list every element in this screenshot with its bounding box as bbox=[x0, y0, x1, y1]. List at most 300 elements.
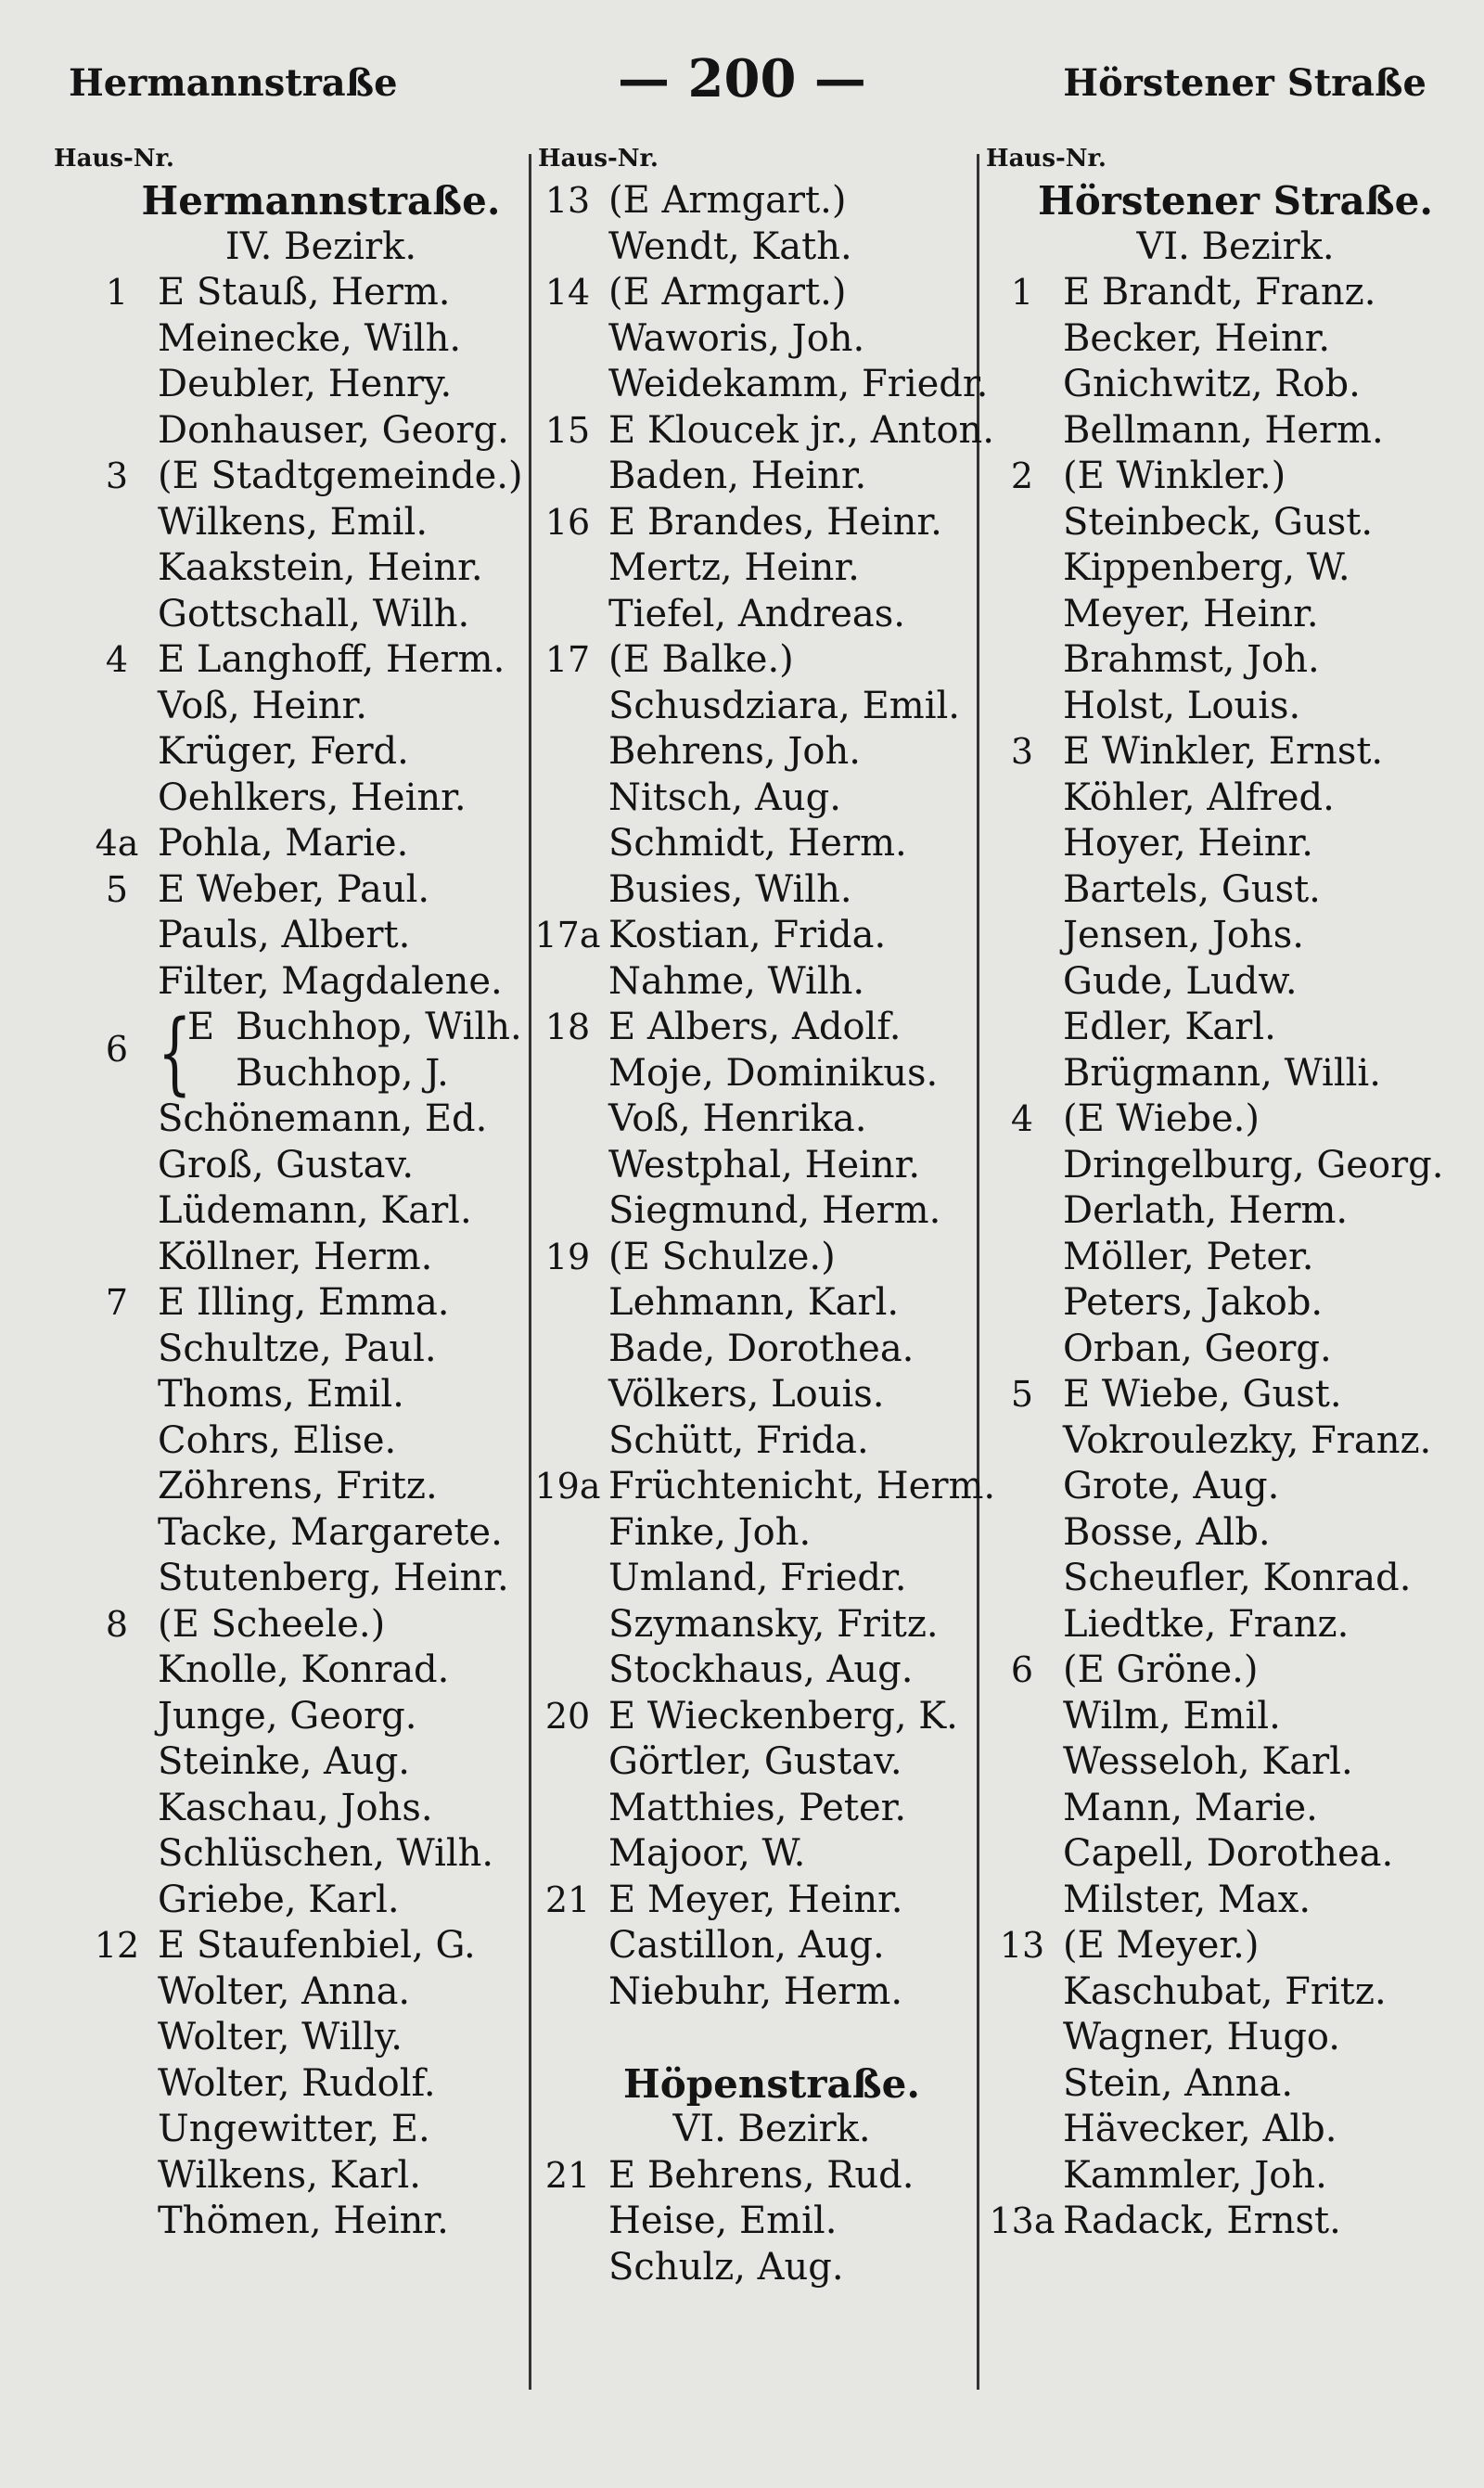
directory-entry bbox=[531, 1464, 996, 1510]
resident-name: (E Armgart.) bbox=[608, 271, 847, 314]
resident-name: Zöhrens, Fritz. bbox=[158, 1465, 438, 1507]
resident-name: Schulz, Aug. bbox=[608, 2245, 844, 2289]
directory-entry bbox=[531, 1418, 976, 1465]
resident-name: Thoms, Emil. bbox=[158, 1373, 404, 1416]
page-number: — 200 — bbox=[618, 48, 866, 109]
directory-entry bbox=[531, 637, 976, 684]
resident-name: Busies, Wilh. bbox=[608, 867, 852, 911]
directory-entry bbox=[531, 959, 976, 1006]
directory-entry bbox=[531, 2153, 976, 2199]
resident-name: Stutenberg, Heinr. bbox=[158, 1557, 509, 1599]
resident-name: Peters, Jakob. bbox=[1063, 1281, 1324, 1324]
column-label-2: Haus-Nr. bbox=[538, 145, 659, 173]
house-number: 5 bbox=[105, 868, 129, 910]
directory-entry bbox=[985, 1878, 1449, 1924]
directory-entry bbox=[531, 178, 976, 224]
resident-name: Kostian, Frida. bbox=[608, 914, 887, 956]
house-number: 14 bbox=[544, 272, 591, 313]
resident-name: Voß, Henrika. bbox=[608, 1097, 867, 1140]
directory-entry bbox=[985, 2199, 1449, 2245]
entry-list bbox=[531, 2153, 976, 2291]
resident-name: (E Winkler.) bbox=[1063, 455, 1286, 497]
entry-list bbox=[531, 178, 996, 2015]
resident-name: Schmidt, Herm. bbox=[608, 822, 907, 865]
resident-name: Wilm, Emil. bbox=[1063, 1694, 1281, 1738]
resident-name: Radack, Ernst. bbox=[1063, 2199, 1341, 2242]
resident-name: E Weber, Paul. bbox=[158, 867, 430, 911]
resident-name: Wagner, Hugo. bbox=[1063, 2016, 1341, 2058]
directory-entry bbox=[985, 637, 1449, 684]
resident-name: E Meyer, Heinr. bbox=[608, 1878, 903, 1921]
resident-name: Liedtke, Franz. bbox=[1063, 1602, 1350, 1646]
directory-entry bbox=[985, 1097, 1449, 1143]
resident-name: E Stauß, Herm. bbox=[158, 271, 451, 314]
house-number: 4 bbox=[1010, 1098, 1034, 1139]
resident-name: Buchhop, Wilh. bbox=[236, 1006, 522, 1048]
house-number: 16 bbox=[544, 501, 591, 543]
resident-name: Becker, Heinr. bbox=[1063, 316, 1331, 360]
directory-entry bbox=[985, 2015, 1449, 2061]
resident-name: Schultze, Paul. bbox=[158, 1327, 437, 1370]
directory-entry bbox=[80, 2015, 525, 2061]
directory-entry bbox=[985, 1556, 1449, 1602]
resident-name: Baden, Heinr. bbox=[608, 455, 867, 497]
directory-entry bbox=[985, 684, 1449, 730]
directory-entry bbox=[985, 1418, 1449, 1465]
resident-name: Hoyer, Heinr. bbox=[1063, 822, 1313, 865]
directory-entry bbox=[531, 362, 989, 408]
resident-name: Buchhop, J. bbox=[236, 1051, 449, 1095]
directory-entry bbox=[80, 729, 525, 776]
directory-entry bbox=[531, 454, 976, 500]
directory-entry bbox=[531, 545, 976, 592]
directory-entry bbox=[80, 1923, 525, 1969]
house-number: 5 bbox=[1010, 1374, 1034, 1415]
directory-entry bbox=[531, 1648, 976, 1694]
directory-entry bbox=[80, 1739, 525, 1786]
house-number: 6 bbox=[105, 1029, 129, 1070]
resident-name: Steinbeck, Gust. bbox=[1063, 500, 1374, 544]
directory-entry bbox=[531, 1097, 976, 1143]
street-heading: Hörstener Straße. bbox=[1038, 178, 1433, 224]
directory-entry bbox=[80, 1188, 525, 1235]
resident-name: Groß, Gustav. bbox=[158, 1143, 415, 1186]
directory-entry bbox=[531, 1602, 976, 1648]
resident-name: Bartels, Gust. bbox=[1063, 867, 1321, 911]
directory-entry bbox=[985, 1694, 1449, 1740]
directory-entry bbox=[531, 913, 976, 959]
directory-entry bbox=[985, 1739, 1449, 1786]
directory-entry bbox=[531, 1739, 976, 1786]
resident-name: E Kloucek jr., Anton. bbox=[608, 408, 995, 452]
resident-name: Meinecke, Wilh. bbox=[158, 316, 462, 360]
resident-name: (E Balke.) bbox=[608, 638, 794, 681]
resident-name: Hävecker, Alb. bbox=[1063, 2108, 1337, 2150]
directory-entry bbox=[985, 1188, 1449, 1235]
resident-name: E Brandes, Heinr. bbox=[608, 500, 942, 544]
resident-name: Schütt, Frida. bbox=[608, 1418, 869, 1462]
directory-entry bbox=[80, 1097, 525, 1143]
directory-entry bbox=[80, 1969, 525, 2016]
resident-name: Knolle, Konrad. bbox=[158, 1648, 450, 1691]
resident-name: E Winkler, Ernst. bbox=[1063, 730, 1384, 773]
directory-entry bbox=[80, 1831, 525, 1878]
resident-name: Wendt, Kath. bbox=[608, 224, 852, 268]
resident-name: Steinke, Aug. bbox=[158, 1740, 411, 1783]
resident-name: Mertz, Heinr. bbox=[608, 546, 860, 589]
directory-entry bbox=[80, 454, 525, 500]
resident-name: Gnichwitz, Rob. bbox=[1063, 363, 1361, 405]
directory-entry bbox=[985, 2153, 1449, 2199]
directory-entry bbox=[80, 362, 525, 408]
running-head-left: Hermannstraße bbox=[69, 61, 398, 105]
resident-name: Bosse, Alb. bbox=[1063, 1510, 1271, 1554]
district-heading: VI. Bezirk. bbox=[1136, 224, 1335, 268]
directory-entry bbox=[80, 1878, 525, 1924]
directory-entry bbox=[531, 1878, 976, 1924]
directory-entry bbox=[531, 1694, 976, 1740]
resident-name: Ungewitter, E. bbox=[158, 2108, 430, 2150]
resident-name: Nahme, Wilh. bbox=[608, 959, 865, 1003]
directory-entry bbox=[985, 1648, 1449, 1694]
resident-name: Brügmann, Willi. bbox=[1063, 1051, 1381, 1095]
resident-name: Gottschall, Wilh. bbox=[158, 592, 470, 635]
house-number: 3 bbox=[105, 455, 129, 496]
directory-entry bbox=[985, 776, 1449, 822]
entry-list bbox=[80, 1097, 525, 2245]
running-head-right: Hörstener Straße bbox=[1063, 61, 1426, 105]
resident-name: Grote, Aug. bbox=[1063, 1465, 1280, 1507]
resident-name: Wolter, Willy. bbox=[158, 2016, 403, 2058]
resident-name: Orban, Georg. bbox=[1063, 1327, 1332, 1370]
directory-entry bbox=[80, 913, 525, 959]
resident-name: Finke, Joh. bbox=[608, 1510, 812, 1554]
resident-name: Pohla, Marie. bbox=[158, 822, 409, 865]
resident-name: Siegmund, Herm. bbox=[608, 1189, 941, 1232]
resident-name: Wilkens, Emil. bbox=[158, 500, 429, 544]
resident-name: Westphal, Heinr. bbox=[608, 1143, 921, 1186]
street-heading: Hermannstraße. bbox=[141, 178, 501, 224]
house-number: 2 bbox=[1010, 455, 1034, 496]
resident-name: Bellmann, Herm. bbox=[1063, 408, 1384, 452]
resident-name: Griebe, Karl. bbox=[158, 1878, 400, 1921]
directory-entry bbox=[80, 1510, 525, 1557]
directory-entry bbox=[531, 1556, 976, 1602]
directory-entry bbox=[985, 1280, 1449, 1327]
resident-name: E Langhoff, Herm. bbox=[158, 638, 505, 681]
resident-name: Wilkens, Karl. bbox=[158, 2153, 421, 2197]
resident-name: Oehlkers, Heinr. bbox=[158, 776, 467, 819]
house-number: 15 bbox=[544, 409, 591, 451]
directory-entry bbox=[80, 408, 525, 455]
directory-entry bbox=[985, 959, 1449, 1006]
directory-entry bbox=[531, 1327, 976, 1373]
resident-name: E Behrens, Rud. bbox=[608, 2153, 915, 2197]
directory-entry bbox=[531, 1005, 976, 1051]
resident-name: Voß, Heinr. bbox=[158, 684, 367, 727]
directory-entry bbox=[531, 1831, 976, 1878]
resident-name: Lüdemann, Karl. bbox=[158, 1189, 472, 1232]
directory-entry bbox=[985, 1969, 1449, 2016]
directory-entry bbox=[985, 821, 1449, 867]
column-3 bbox=[985, 178, 1449, 2245]
house-number: 13 bbox=[999, 1925, 1045, 1966]
directory-entry bbox=[531, 776, 976, 822]
directory-entry bbox=[531, 2199, 976, 2245]
resident-name: E Wiebe, Gust. bbox=[1063, 1373, 1342, 1416]
resident-name: (E Meyer.) bbox=[1063, 1924, 1260, 1967]
house-number: 13 bbox=[544, 180, 591, 221]
directory-entry bbox=[80, 1648, 525, 1694]
directory-entry bbox=[985, 1464, 1449, 1510]
street-heading: Höpenstraße. bbox=[623, 2060, 920, 2107]
directory-entry bbox=[985, 729, 1449, 776]
directory-entry bbox=[80, 637, 525, 684]
directory-entry bbox=[80, 821, 525, 867]
resident-name: Tacke, Margarete. bbox=[158, 1510, 503, 1554]
resident-name: Krüger, Ferd. bbox=[158, 730, 409, 773]
directory-entry bbox=[985, 270, 1449, 316]
directory-entry bbox=[985, 592, 1449, 638]
resident-name: Edler, Karl. bbox=[1063, 1006, 1276, 1048]
resident-name: Früchtenicht, Herm. bbox=[608, 1465, 996, 1507]
resident-name: Mann, Marie. bbox=[1063, 1786, 1318, 1829]
resident-name: Kaakstein, Heinr. bbox=[158, 546, 483, 589]
directory-entry bbox=[531, 684, 976, 730]
house-number: 19 bbox=[544, 1236, 591, 1277]
directory-entry bbox=[531, 270, 976, 316]
resident-name: Behrens, Joh. bbox=[608, 730, 861, 773]
house-number: 7 bbox=[105, 1282, 129, 1323]
resident-name: Bade, Dorothea. bbox=[608, 1327, 915, 1370]
directory-entry bbox=[531, 224, 976, 271]
resident-name: Niebuhr, Herm. bbox=[608, 1969, 903, 2013]
directory-entry bbox=[80, 867, 525, 914]
resident-name: Milster, Max. bbox=[1063, 1878, 1311, 1921]
directory-entry bbox=[531, 1372, 976, 1418]
directory-entry bbox=[985, 1923, 1449, 1969]
directory-entry bbox=[985, 408, 1449, 455]
directory-entry bbox=[985, 1143, 1449, 1189]
directory-entry bbox=[985, 2061, 1449, 2108]
resident-name: Waworis, Joh. bbox=[608, 316, 865, 360]
directory-entry bbox=[985, 362, 1449, 408]
resident-name: Kammler, Joh. bbox=[1063, 2153, 1327, 2197]
owner-mark: E bbox=[187, 1006, 215, 1048]
resident-name: Dringelburg, Georg. bbox=[1063, 1143, 1444, 1186]
house-number: 21 bbox=[544, 2154, 591, 2196]
directory-entry bbox=[985, 1327, 1449, 1373]
directory-entry bbox=[985, 1372, 1449, 1418]
house-number: 18 bbox=[544, 1007, 591, 1047]
resident-name: Stein, Anna. bbox=[1063, 2061, 1294, 2105]
resident-name: E Brandt, Franz. bbox=[1063, 271, 1376, 314]
house-number: 4 bbox=[105, 639, 129, 680]
resident-name: Völkers, Louis. bbox=[608, 1373, 885, 1416]
directory-entry bbox=[80, 1464, 525, 1510]
resident-name: Kippenberg, W. bbox=[1063, 546, 1350, 589]
resident-name: Weidekamm, Friedr. bbox=[608, 363, 989, 405]
directory-entry bbox=[985, 1051, 1449, 1097]
directory-entry bbox=[80, 500, 525, 546]
resident-name: Nitsch, Aug. bbox=[608, 776, 841, 819]
directory-entry bbox=[531, 500, 976, 546]
house-number: 17a bbox=[534, 915, 601, 955]
resident-name: Donhauser, Georg. bbox=[158, 408, 509, 452]
house-number: 20 bbox=[544, 1695, 591, 1737]
directory-entry bbox=[531, 1051, 976, 1097]
resident-name: Filter, Magdalene. bbox=[158, 959, 503, 1003]
resident-name: Heise, Emil. bbox=[608, 2199, 838, 2242]
directory-entry bbox=[985, 1235, 1449, 1281]
resident-name: Köhler, Alfred. bbox=[1063, 776, 1335, 819]
directory-entry bbox=[985, 1831, 1449, 1878]
directory-entry bbox=[985, 500, 1449, 546]
directory-entry bbox=[80, 959, 525, 1006]
directory-entry bbox=[531, 1143, 976, 1189]
directory-entry bbox=[80, 1602, 525, 1648]
directory-entry bbox=[80, 1418, 525, 1465]
directory-entry bbox=[531, 1280, 976, 1327]
resident-name: Deubler, Henry. bbox=[158, 363, 453, 405]
house-number: 1 bbox=[105, 272, 129, 313]
directory-entry bbox=[531, 1235, 976, 1281]
directory-entry bbox=[985, 454, 1449, 500]
resident-name: E Albers, Adolf. bbox=[608, 1006, 902, 1048]
resident-name: Derlath, Herm. bbox=[1063, 1189, 1349, 1232]
directory-entry bbox=[80, 1143, 525, 1189]
directory-entry bbox=[80, 1280, 525, 1327]
resident-name: Capell, Dorothea. bbox=[1063, 1832, 1394, 1875]
resident-name: Szymansky, Fritz. bbox=[608, 1602, 939, 1646]
directory-entry bbox=[80, 592, 525, 638]
directory-entry bbox=[531, 1786, 976, 1832]
house-number: 1 bbox=[1010, 272, 1034, 313]
directory-entry bbox=[80, 2199, 525, 2245]
resident-name: Schusdziara, Emil. bbox=[608, 684, 961, 727]
resident-name: (E Armgart.) bbox=[608, 179, 847, 222]
directory-entry bbox=[531, 821, 976, 867]
resident-name: Wolter, Anna. bbox=[158, 1969, 411, 2013]
resident-name: Thömen, Heinr. bbox=[158, 2199, 449, 2242]
resident-name: (E Schulze.) bbox=[608, 1235, 836, 1278]
resident-name: Stockhaus, Aug. bbox=[608, 1648, 914, 1691]
resident-name: Umland, Friedr. bbox=[608, 1557, 907, 1599]
directory-entry bbox=[80, 545, 525, 592]
house-number: 8 bbox=[105, 1603, 129, 1645]
resident-name: E Wieckenberg, K. bbox=[608, 1694, 958, 1738]
resident-name: Görtler, Gustav. bbox=[608, 1740, 902, 1783]
directory-entry bbox=[80, 1372, 525, 1418]
resident-name: Gude, Ludw. bbox=[1063, 959, 1298, 1003]
directory-entry bbox=[985, 913, 1449, 959]
house-number: 21 bbox=[544, 1879, 591, 1920]
column-divider bbox=[977, 154, 979, 2390]
resident-name: (E Wiebe.) bbox=[1063, 1097, 1260, 1140]
directory-entry bbox=[985, 2107, 1449, 2153]
directory-entry bbox=[985, 545, 1449, 592]
resident-name: Castillon, Aug. bbox=[608, 1924, 885, 1967]
resident-name: Tiefel, Andreas. bbox=[608, 592, 905, 635]
directory-entry bbox=[80, 1694, 525, 1740]
resident-name: Holst, Louis. bbox=[1063, 684, 1301, 727]
entry-pair bbox=[80, 1001, 525, 1105]
entry-list bbox=[985, 270, 1449, 2245]
directory-entry bbox=[985, 867, 1449, 914]
directory-entry bbox=[80, 2061, 525, 2108]
resident-name: Matthies, Peter. bbox=[608, 1786, 907, 1829]
directory-entry bbox=[531, 2245, 976, 2291]
column-1 bbox=[80, 178, 525, 2245]
resident-name: Möller, Peter. bbox=[1063, 1235, 1314, 1278]
directory-entry bbox=[531, 1510, 976, 1557]
resident-name: Majoor, W. bbox=[608, 1832, 806, 1875]
directory-entry bbox=[531, 316, 976, 363]
resident-name: Schönemann, Ed. bbox=[158, 1097, 488, 1140]
directory-entry bbox=[531, 1969, 976, 2016]
directory-entry bbox=[531, 1923, 976, 1969]
house-number: 6 bbox=[1010, 1649, 1034, 1690]
resident-name: Vokroulezky, Franz. bbox=[1063, 1418, 1432, 1462]
house-number: 4a bbox=[95, 823, 139, 864]
directory-entry bbox=[80, 1327, 525, 1373]
resident-name: Wolter, Rudolf. bbox=[158, 2061, 436, 2105]
resident-name: Cohrs, Elise. bbox=[158, 1418, 397, 1462]
directory-entry bbox=[985, 1005, 1449, 1051]
resident-name: Scheufler, Konrad. bbox=[1063, 1557, 1412, 1599]
resident-name: Kaschubat, Fritz. bbox=[1063, 1969, 1387, 2013]
directory-entry bbox=[80, 270, 525, 316]
column-2 bbox=[531, 178, 996, 2290]
brace: { bbox=[158, 1001, 192, 1105]
directory-entry bbox=[531, 1188, 976, 1235]
directory-entry bbox=[531, 867, 976, 914]
directory-entry bbox=[985, 316, 1449, 363]
house-number: 19a bbox=[534, 1466, 601, 1507]
resident-name: E Staufenbiel, G. bbox=[158, 1924, 476, 1967]
district-heading: IV. Bezirk. bbox=[224, 224, 417, 268]
resident-name: Moje, Dominikus. bbox=[608, 1051, 939, 1095]
resident-name: Lehmann, Karl. bbox=[608, 1281, 900, 1324]
house-number: 13a bbox=[989, 2200, 1055, 2241]
resident-name: Jensen, Johs. bbox=[1063, 914, 1304, 956]
directory-entry bbox=[531, 408, 995, 455]
directory-entry bbox=[80, 316, 525, 363]
resident-name: Köllner, Herm. bbox=[158, 1235, 433, 1278]
house-number: 3 bbox=[1010, 731, 1034, 772]
column-label-1: Haus-Nr. bbox=[54, 145, 174, 173]
directory-entry bbox=[80, 776, 525, 822]
resident-name: Junge, Georg. bbox=[158, 1694, 417, 1738]
resident-name: (E Scheele.) bbox=[158, 1602, 386, 1646]
directory-entry bbox=[531, 729, 976, 776]
resident-name: Schlüschen, Wilh. bbox=[158, 1832, 494, 1875]
directory-entry bbox=[985, 1786, 1449, 1832]
directory-entry bbox=[80, 684, 525, 730]
resident-name: (E Stadtgemeinde.) bbox=[158, 455, 523, 497]
directory-entry bbox=[531, 592, 976, 638]
district-heading: VI. Bezirk. bbox=[672, 2108, 871, 2150]
directory-entry bbox=[985, 1510, 1449, 1557]
directory-entry bbox=[985, 1602, 1449, 1648]
house-number: 12 bbox=[94, 1925, 140, 1966]
directory-entry bbox=[80, 1786, 525, 1832]
column-label-3: Haus-Nr. bbox=[986, 145, 1107, 173]
resident-name: Wesseloh, Karl. bbox=[1063, 1740, 1353, 1783]
house-number: 17 bbox=[544, 639, 591, 680]
directory-entry bbox=[80, 1556, 525, 1602]
directory-entry bbox=[80, 2153, 525, 2199]
